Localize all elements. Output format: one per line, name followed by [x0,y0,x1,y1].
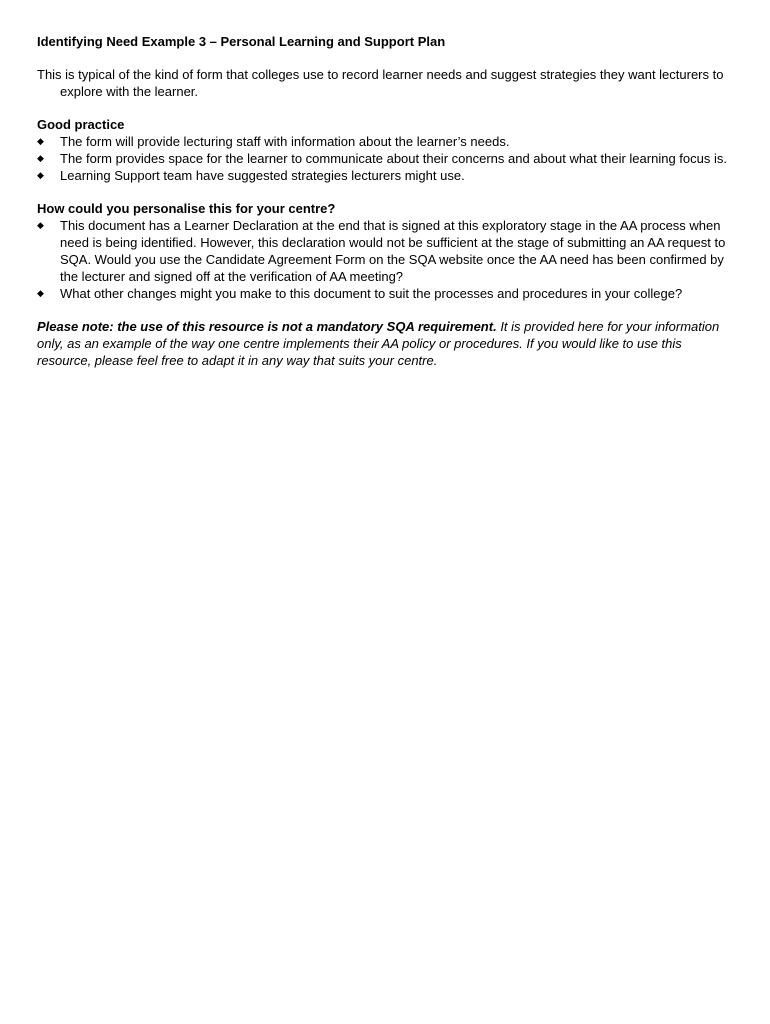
list-item-text: What other changes might you make to this document to suit the processes and procedures in your college? [60,286,683,301]
good-practice-list [37,133,729,184]
personalise-heading: How could you personalise this for your centre? [37,201,336,216]
disclaimer-bold-text: Please note: the use of this resource is not a mandatory SQA requirement. [37,319,497,334]
list-item-text: The form provides space for the learner to communicate about their concerns and about what their learning focus is. [60,151,727,166]
diamond-bullet-icon: ◆ [37,288,44,298]
diamond-bullet-icon: ◆ [37,220,44,230]
diamond-bullet-icon: ◆ [37,170,44,180]
list-item [37,285,729,302]
list-item [37,150,729,167]
good-practice-heading: Good practice [37,117,125,132]
diamond-bullet-icon: ◆ [37,136,44,146]
diamond-bullet-icon: ◆ [37,153,44,163]
list-item [37,133,729,150]
list-item-text: This document has a Learner Declaration at the end that is signed at this exploratory stage in the AA process when need is being identified. However, this declaration would not be sufficient at the stage of submitting an AA request to SQA. Would you use the Candidate Agreement Form on the SQA website once the AA need has been confirmed by the lecturer and signed off at the verification of AA meeting? [60,218,726,284]
list-item [37,167,729,184]
list-item-text: The form will provide lecturing staff with information about the learner’s needs. [60,134,510,149]
list-item-text: Learning Support team have suggested strategies lecturers might use. [60,168,465,183]
document-page [37,33,729,369]
intro-paragraph: This is typical of the kind of form that colleges use to record learner needs and suggest strategies they want lecturers to explore with the learner. [37,67,724,99]
disclaimer-note [37,318,729,369]
personalise-list [37,217,729,302]
list-item [37,217,729,285]
document-title: Identifying Need Example 3 – Personal Learning and Support Plan [37,34,446,49]
disclaimer-text: It is provided here for your information only, as an example of the way one centre implements their AA policy or procedures. If you would like to use this resource, please feel free to adapt it in any way that suits your centre. [37,319,720,368]
